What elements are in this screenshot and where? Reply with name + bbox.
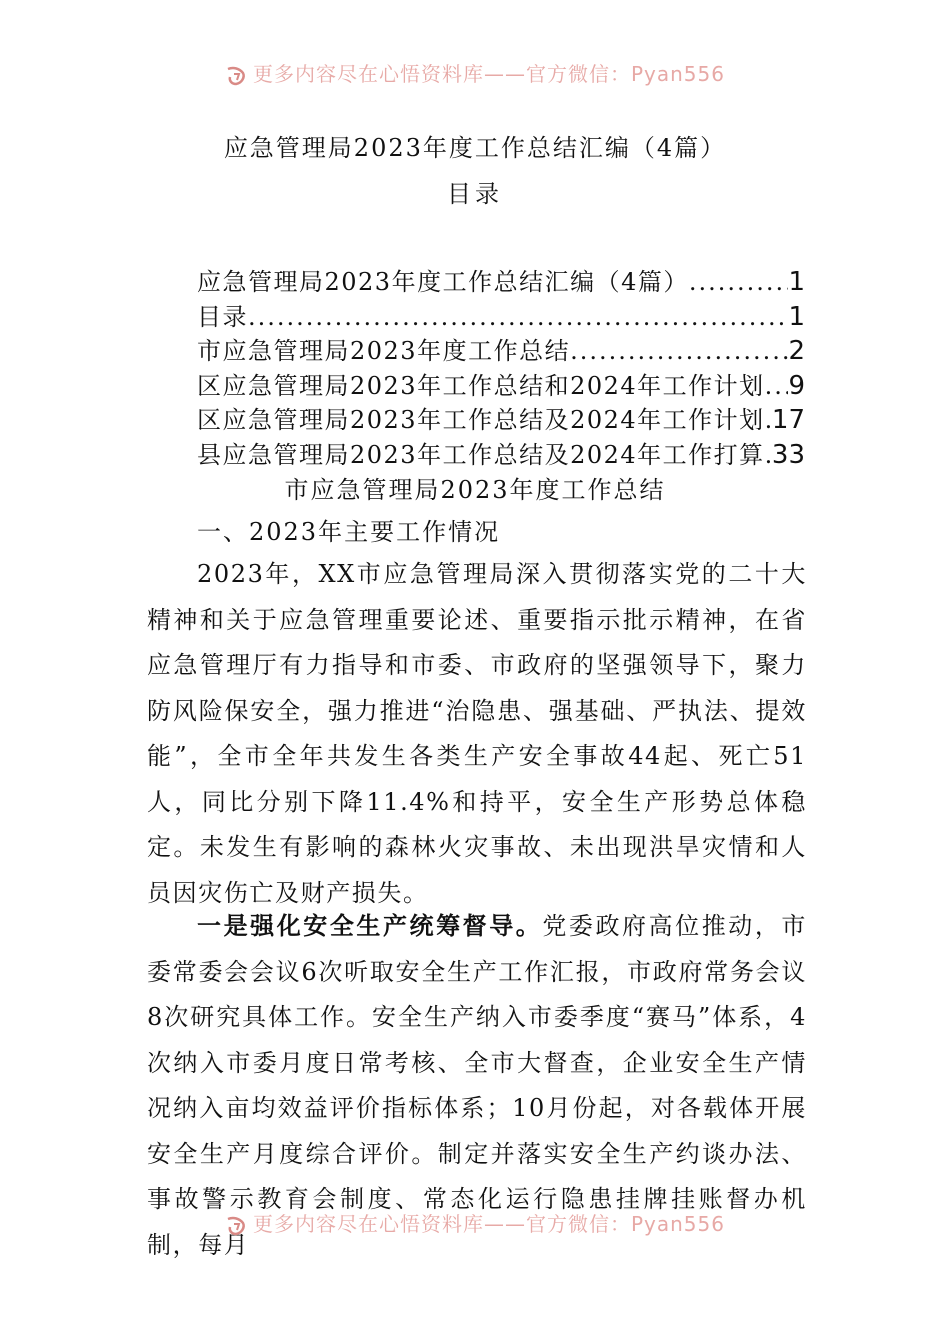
paragraph-lead: 一是强化安全生产统筹督导。 [197, 911, 543, 940]
toc-entry-label: 区应急管理局2023年工作总结及2024年工作计划 [197, 406, 765, 434]
toc-entry-label: 区应急管理局2023年工作总结和2024年工作计划 [197, 371, 765, 400]
toc-leader-dots [765, 372, 789, 400]
document-title: 应急管理局2023年度工作总结汇编（4篇） [223, 134, 727, 162]
article-title: 市应急管理局2023年度工作总结 [284, 476, 666, 504]
watermark-top [0, 58, 950, 86]
toc-entry[interactable] [197, 262, 805, 297]
toc-entry-page: 2 [788, 336, 805, 366]
table-of-contents [197, 262, 805, 469]
toc-entry[interactable] [197, 366, 805, 401]
toc-entry[interactable] [197, 331, 805, 366]
section-heading: 一、2023年主要工作情况 [197, 518, 501, 546]
toc-entry[interactable] [197, 400, 805, 435]
body-paragraph: 2023年，XX市应急管理局深入贯彻落实党的二十大精神和关于应急管理重要论述、重要指示批示精神，在省应急管理厅有力指导和市委、市政府的坚强领导下，聚力防风险保安全，强力推进“治隐患、强基础、严执法、提效能”，全市全年共发生各类生产安全事故44起、死亡51人，同比分别下降11.4%和持平，安全生产形势总体稳定。未发生有影响的森林火灾事故、未出现洪旱灾情和人员因灾伤亡及财产损失。 [147, 560, 807, 907]
toc-entry[interactable] [197, 297, 805, 332]
toc-entry-page: 33 [771, 439, 805, 469]
toc-entry-label: 市应急管理局2023年度工作总结 [197, 337, 571, 365]
toc-entry-page: 9 [788, 370, 805, 400]
toc-leader-dots [689, 268, 789, 296]
toc-leader-dots [570, 337, 788, 365]
watermark-bottom [0, 1208, 950, 1236]
toc-entry-page: 17 [771, 405, 805, 435]
toc-entry-page: 1 [788, 267, 805, 297]
watermark-logo-icon [225, 65, 247, 87]
toc-entry-label: 目录 [197, 302, 248, 331]
toc-entry-label: 应急管理局2023年度工作总结汇编（4篇） [197, 268, 689, 296]
watermark-text: 更多内容尽在心悟资料库——官方微信：Pyan556 [252, 1212, 725, 1236]
toc-entry-label: 县应急管理局2023年工作总结及2024年工作打算 [197, 440, 765, 469]
toc-leader-dots [248, 303, 788, 331]
paragraph-body: 党委政府高位推动，市委常委会会议6次听取安全生产工作汇报，市政府常务会议8次研究具体工作。安全生产纳入市委季度“赛马”体系，4次纳入市委月度日常考核、全市大督查，企业安全生产情况纳入亩均效益评价指标体系；10月份起，对各载体开展安全生产月度综合评价。制定并落实安全生产约谈办法、事故警示教育会制度、常态化运行隐患挂牌挂账督办机制，每月 [147, 912, 807, 1259]
toc-entry-page: 1 [788, 301, 805, 331]
watermark-logo-icon [225, 1215, 247, 1237]
toc-leader-dots [765, 406, 772, 434]
toc-leader-dots [765, 441, 772, 469]
watermark-text: 更多内容尽在心悟资料库——官方微信：Pyan556 [252, 62, 725, 86]
toc-entry[interactable] [197, 435, 805, 470]
toc-heading: 目录 [447, 180, 503, 208]
